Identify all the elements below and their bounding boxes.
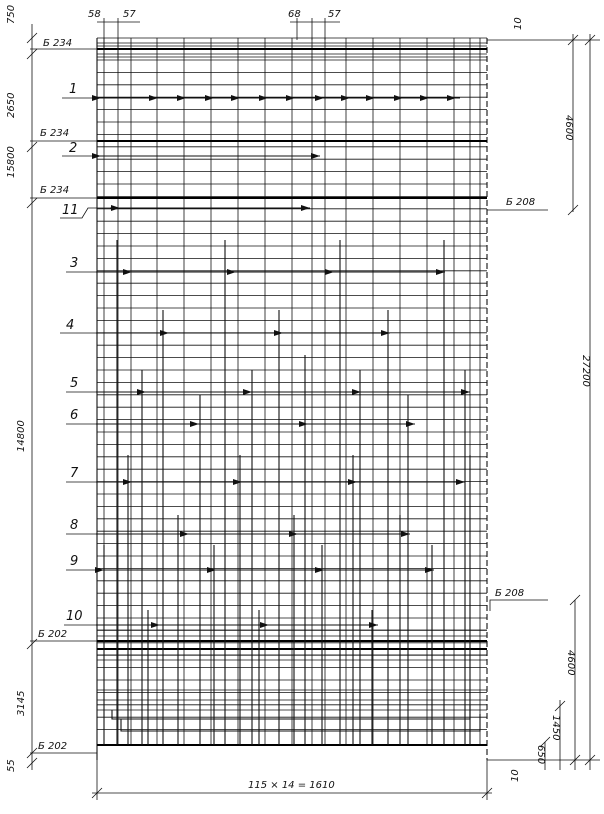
dim-1450: 1450: [550, 715, 561, 741]
left-dimensions: [6, 5, 37, 772]
dim-15800: 15800: [6, 146, 17, 178]
row-label-7: 7: [70, 466, 79, 481]
row-label-1: 1: [69, 82, 78, 97]
arrow-marker: [180, 531, 189, 537]
arrow-marker: [315, 95, 324, 101]
beam-label-b202-1: Б 202: [38, 629, 68, 640]
arrow-marker: [205, 95, 214, 101]
dim-57-mid: 57: [328, 9, 341, 20]
arrow-marker: [341, 95, 350, 101]
arrow-marker: [425, 567, 434, 573]
bottom-dimension: [92, 760, 492, 800]
arrow-marker: [325, 269, 334, 275]
arrow-marker: [381, 330, 390, 336]
arrow-marker: [456, 479, 465, 485]
row-label-4: 4: [66, 318, 75, 333]
arrow-marker: [299, 421, 308, 427]
row-label-2: 2: [69, 141, 78, 156]
beam-label-b234-1: Б 234: [43, 38, 73, 49]
dim-58-left: 58: [88, 9, 101, 20]
arrow-marker: [231, 95, 240, 101]
row-label-10: 10: [66, 609, 83, 624]
row-label-11: 11: [62, 203, 79, 218]
beam-label-b202-2: Б 202: [38, 741, 68, 752]
dim-10-top: 10: [513, 17, 524, 30]
arrow-marker: [259, 95, 268, 101]
dim-14800: 14800: [16, 420, 27, 452]
beam-label-b208-bottom: Б 208: [495, 588, 525, 599]
arrow-marker: [111, 205, 120, 211]
row-label-9: 9: [70, 554, 79, 569]
arrow-marker: [315, 567, 324, 573]
beam-label-b234-2: Б 234: [40, 128, 70, 139]
arrow-marker: [401, 531, 410, 537]
bottom-frame-2: [121, 714, 480, 731]
arrow-marker: [243, 389, 252, 395]
dim-57-left: 57: [123, 9, 136, 20]
arrow-marker: [160, 330, 169, 336]
arrow-marker: [369, 622, 378, 628]
arrow-marker: [406, 421, 415, 427]
right-dimensions: [487, 34, 600, 782]
arrow-marker: [233, 479, 242, 485]
arrow-marker: [190, 421, 199, 427]
dim-10-bottom: 10: [510, 769, 521, 782]
arrow-marker: [366, 95, 375, 101]
arrow-marker: [151, 622, 160, 628]
dim-2650: 2650: [6, 92, 17, 118]
dim-4600-lower: 4600: [565, 650, 576, 676]
dim-3145: 3145: [16, 690, 27, 716]
arrow-marker: [394, 95, 403, 101]
arrow-marker: [420, 95, 429, 101]
dim-55: 55: [6, 759, 17, 772]
dim-68-mid: 68: [288, 9, 301, 20]
arrow-marker: [301, 205, 310, 211]
arrow-marker: [286, 95, 295, 101]
arrow-marker: [227, 269, 236, 275]
beam-label-b234-3: Б 234: [40, 185, 70, 196]
top-dimensions: [88, 9, 600, 60]
dim-27200: 27200: [580, 355, 591, 387]
row-label-3: 3: [70, 256, 79, 271]
row-label-8: 8: [70, 518, 79, 533]
beam-label-b208-top: Б 208: [506, 197, 536, 208]
row-label-6: 6: [70, 408, 79, 423]
dim-bottom-total: 115 × 14 = 1610: [248, 780, 335, 791]
arrow-marker: [207, 567, 216, 573]
arrow-marker: [177, 95, 186, 101]
row-label-5: 5: [70, 376, 79, 391]
dim-750: 750: [6, 4, 17, 24]
arrow-marker: [260, 622, 269, 628]
arrow-marker: [95, 567, 104, 573]
arrow-marker: [447, 95, 456, 101]
dim-650: 650: [535, 745, 546, 765]
dim-4600-upper: 4600: [563, 115, 574, 141]
